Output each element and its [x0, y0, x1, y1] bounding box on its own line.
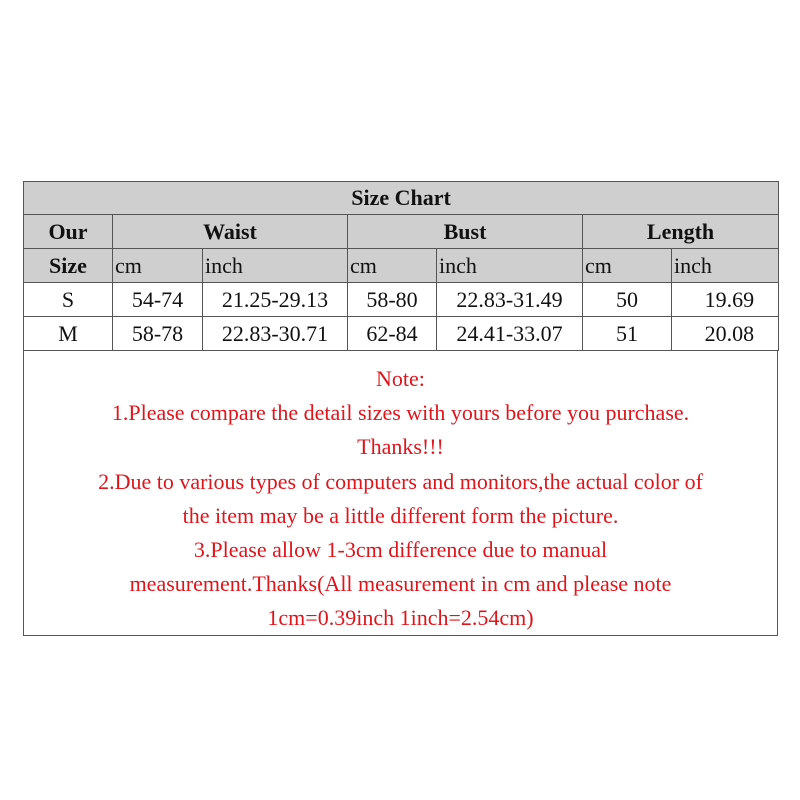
note-heading: Note:: [376, 366, 425, 391]
header-our: Our: [24, 215, 113, 249]
notes-box: [23, 351, 778, 636]
unit-length-inch: inch: [672, 249, 779, 283]
header-waist: Waist: [113, 215, 348, 249]
unit-waist-inch: inch: [203, 249, 348, 283]
bust-cm-cell: 58-80: [348, 283, 437, 317]
note-line: Thanks!!!: [357, 434, 444, 460]
note-line: 1cm=0.39inch 1inch=2.54cm): [267, 605, 534, 631]
unit-length-cm: cm: [583, 249, 672, 283]
bust-inch-cell: 24.41-33.07: [437, 317, 583, 351]
unit-waist-cm: cm: [113, 249, 203, 283]
table-row: [24, 317, 779, 351]
unit-row: [24, 249, 779, 283]
bust-inch-cell: 22.83-31.49: [437, 283, 583, 317]
unit-bust-cm: cm: [348, 249, 437, 283]
length-inch-cell: 19.69: [672, 283, 779, 317]
waist-cm-cell: 58-78: [113, 317, 203, 351]
size-cell: S: [24, 283, 113, 317]
header-size: Size: [24, 249, 113, 283]
length-cm-cell: 51: [583, 317, 672, 351]
waist-inch-cell: 22.83-30.71: [203, 317, 348, 351]
header-bust: Bust: [348, 215, 583, 249]
title-row: [24, 182, 779, 215]
note-line: the item may be a little different form the picture.: [182, 502, 619, 528]
bust-cm-cell: 62-84: [348, 317, 437, 351]
waist-cm-cell: 54-74: [113, 283, 203, 317]
note-line: 2.Due to various types of computers and monitors,the actual color of: [98, 468, 703, 494]
size-chart: [23, 181, 778, 636]
length-cm-cell: 50: [583, 283, 672, 317]
table-row: [24, 283, 779, 317]
note-line: 3.Please allow 1-3cm difference due to manual: [193, 537, 608, 563]
note-line: measurement.Thanks(All measurement in cm and please note: [129, 571, 672, 597]
length-inch-cell: 20.08: [672, 317, 779, 351]
unit-bust-inch: inch: [437, 249, 583, 283]
waist-inch-cell: 21.25-29.13: [203, 283, 348, 317]
header-row: [24, 215, 779, 249]
note-line: 1.Please compare the detail sizes with yours before you purchase.: [111, 400, 690, 426]
header-length: Length: [583, 215, 779, 249]
size-table: [23, 181, 779, 351]
chart-title: Size Chart: [24, 182, 779, 215]
size-cell: M: [24, 317, 113, 351]
